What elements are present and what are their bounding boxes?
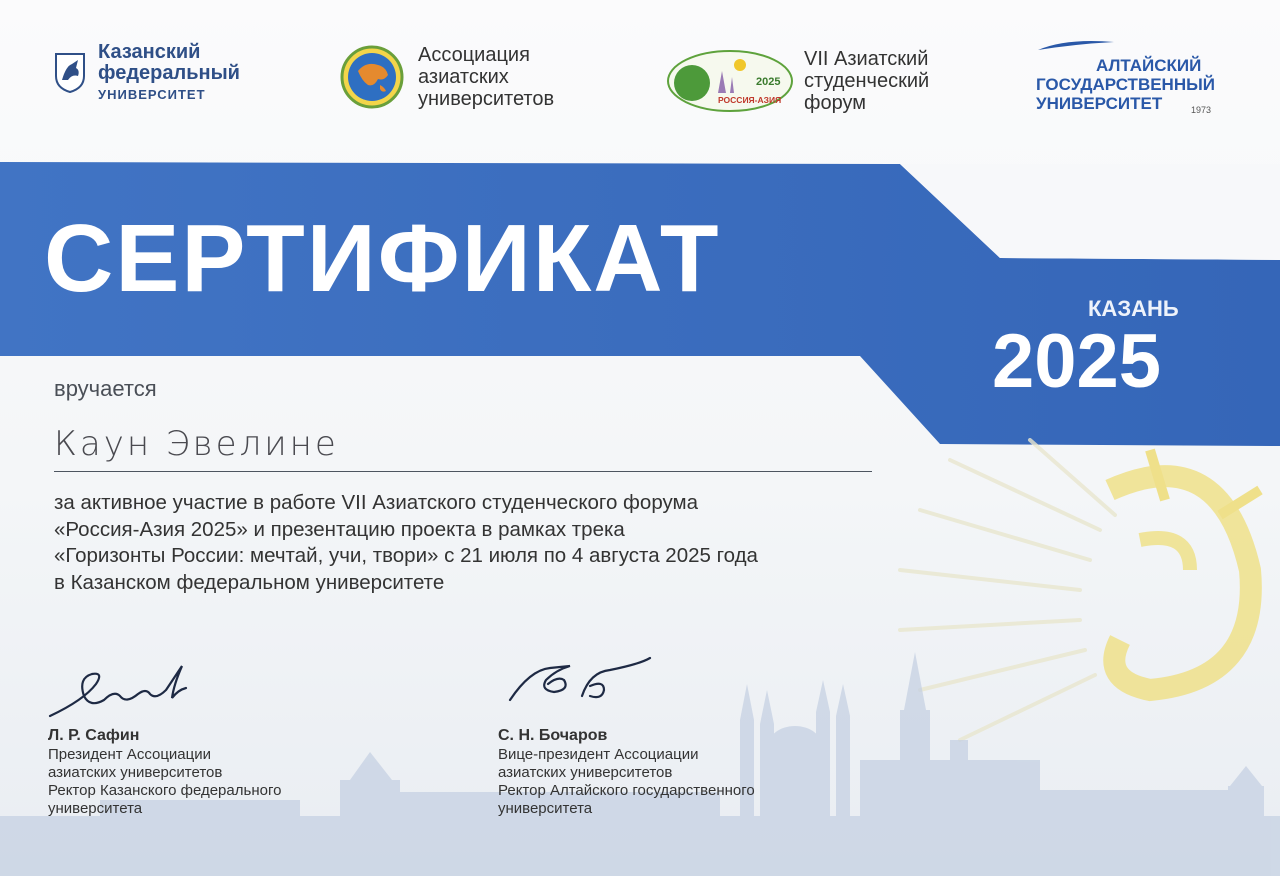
signatory-2-line4: университета [498,800,593,818]
asu-wing-icon [1036,40,1116,54]
certificate-city: КАЗАНЬ [1088,296,1179,321]
forum-line2: студенческий [804,70,930,92]
signatory-2-line2: азиатских университетов [498,763,673,781]
association-line2: азиатских [418,66,509,88]
kfu-logo [52,42,240,102]
asu-year: 1973 [1190,105,1211,116]
kfu-line2: федеральный [98,62,240,84]
presented-label: вручается [54,376,157,401]
reason-line-1: за активное участие в работе VII Азиатского студенческого форума [54,491,698,514]
asu-logo [1036,50,1215,116]
reason-text [54,490,954,597]
signatory-2-name: С. Н. Бочаров [498,727,608,744]
reason-line-4: в Казанском федеральном университете [54,570,445,594]
certificate-title: СЕРТИФИКАТ [44,205,721,312]
kfu-emblem-icon [52,50,88,94]
association-line3: университетов [418,88,555,110]
signatory-1-line3: Ректор Казанского федерального [48,782,282,800]
signatory-1 [48,726,281,819]
forum-badge-year: 2025 [756,76,781,88]
association-line1: Ассоциация [418,44,530,66]
signatory-1-line4: университета [48,800,143,818]
forum-logo [666,48,929,114]
signatory-2-line3: Ректор Алтайского государственного [498,782,755,800]
association-globe-icon [340,45,404,109]
asu-line1: АЛТАЙСКИЙ [1096,56,1202,75]
reason-line-3: «Горизонты России: мечтай, учи, твори» с 21 июля по 4 августа 2025 года [54,544,758,568]
certificate-year: 2025 [992,319,1162,404]
kfu-line1: Казанский [98,41,201,63]
signature-safin [44,660,194,724]
forum-line1: VII Азиатский [804,48,929,70]
kfu-line3: УНИВЕРСИТЕТ [98,87,206,102]
signatory-2-line1: Вице-президент Ассоциации [498,745,699,763]
forum-badge-text: РОССИЯ-АЗИЯ [718,95,782,105]
signatory-1-line1: Президент Ассоциации [48,745,211,763]
signatory-2 [498,726,755,819]
signatory-1-name: Л. Р. Сафин [48,727,140,744]
signatory-1-line2: азиатских университетов [48,763,223,781]
logos-row [0,0,1280,150]
forum-emblem-icon [666,49,794,113]
recipient-underline [54,471,872,472]
signature-bocharov [500,650,670,714]
reason-line-2: «Россия-Азия 2025» и презентацию проекта в рамках трека [54,517,625,541]
asu-line2: ГОСУДАРСТВЕННЫЙ [1036,75,1215,95]
recipient-name: Каун Эвелине [54,424,339,464]
forum-line3: форум [804,92,867,114]
association-logo [340,44,554,110]
asu-line3: УНИВЕРСИТЕТ [1036,94,1163,114]
